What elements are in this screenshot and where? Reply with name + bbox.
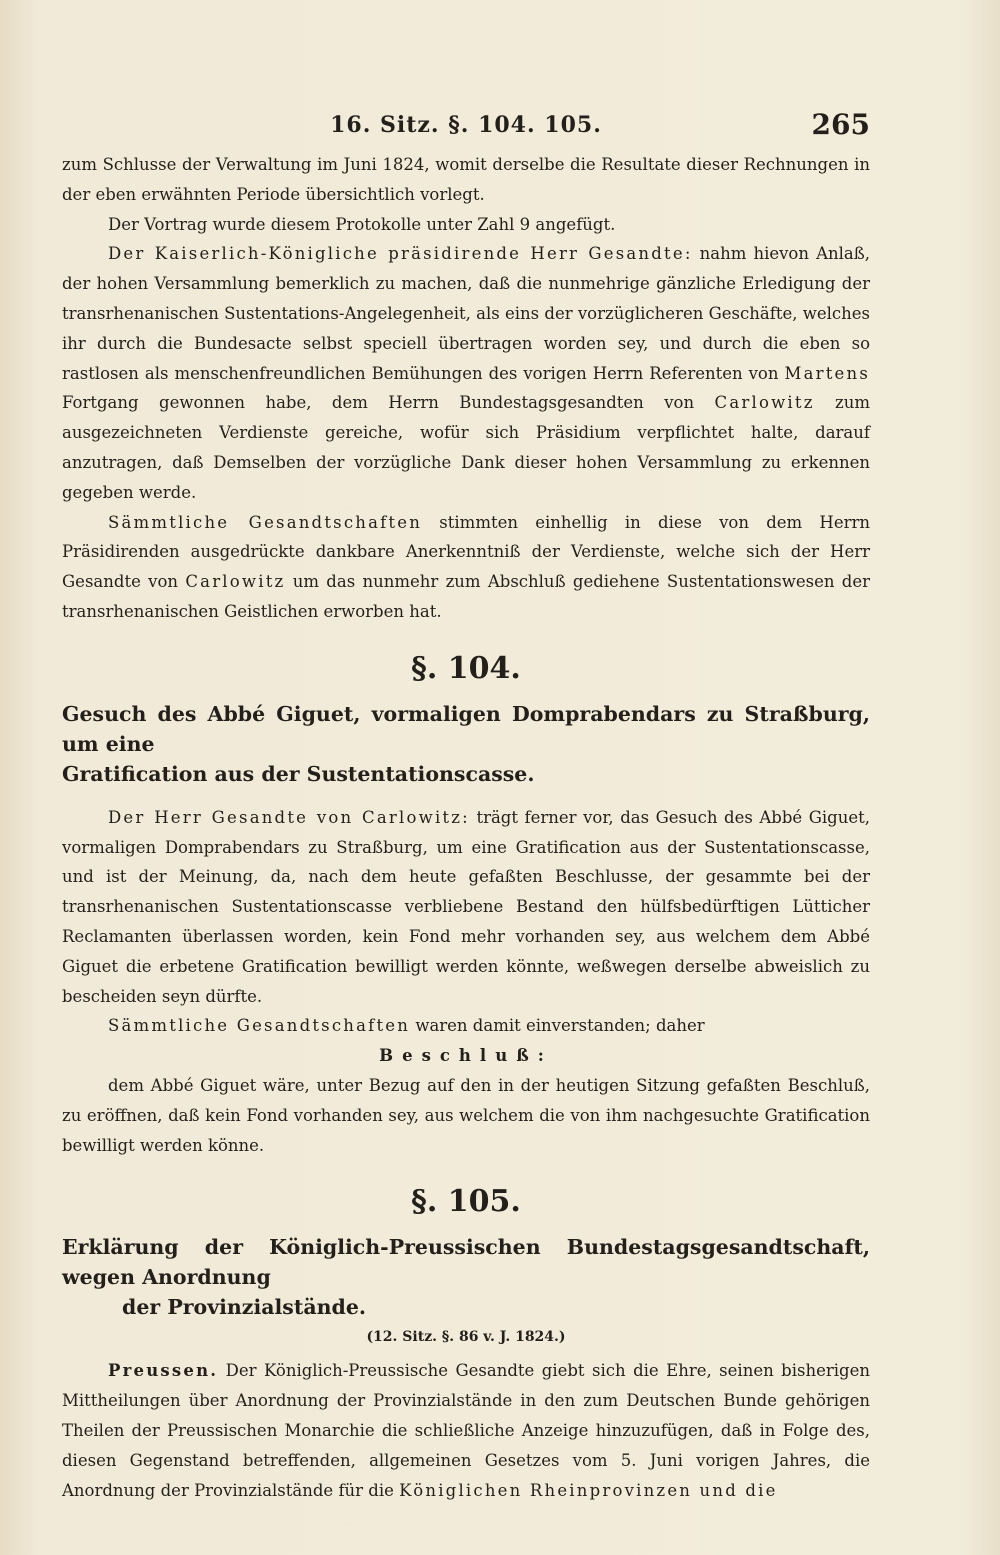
speaker-lead: Der Herr Gesandte von Carlowitz: bbox=[108, 807, 470, 827]
paragraph-text: um das nunmehr zum Abschluß gediehene Sustentationswesen der transrhenanischen Geistlichen erworben hat. bbox=[62, 572, 870, 621]
paragraph-praesidium bbox=[62, 239, 870, 507]
section-title-line: Gesuch des Abbé Giguet, vormaligen Domprabendars zu Straßburg, um eine bbox=[62, 701, 870, 756]
section-reference: (12. Sitz. §. 86 v. J. 1824.) bbox=[366, 1329, 566, 1346]
spaced-emphasis: Königlichen Rheinprovinzen und die bbox=[399, 1480, 778, 1500]
page-number: 265 bbox=[811, 108, 870, 141]
paragraph-vortrag bbox=[62, 210, 870, 240]
paragraph-text: Fortgang gewonnen habe, dem Herrn Bundestagsgesandten von bbox=[62, 393, 715, 413]
section-title-105 bbox=[62, 1232, 870, 1322]
section-title-line: Erklärung der Königlich-Preussischen Bundestagsgesandtschaft, wegen Anordnung bbox=[62, 1235, 870, 1290]
speaker-lead: Preussen. bbox=[108, 1361, 219, 1381]
page-body bbox=[62, 150, 870, 1505]
paragraph-giguet bbox=[62, 803, 870, 1012]
paragraph-text: trägt ferner vor, das Gesuch des Abbé Giguet, vormaligen Domprabendars zu Straßburg, um eine Gratification aus der Sustentationscasse, und ist der Meinung, da, nach dem heute gefaßten Beschlusse, der gesammte bei der transrhenanischen Sustentationscasse verbliebene Bestand den hülfsbedürftigen Lütticher Reclamanten überlassen worden, kein Fond mehr vorhanden sey, aus welchem dem Abbé Giguet die erbetene Gratification bewilligt werden könnte, weßwegen derselbe abweislich zu bescheiden seyn dürfte. bbox=[62, 807, 870, 1006]
beschluss-label: Beschluß: bbox=[379, 1046, 553, 1066]
section-title-line: der Provinzialstände. bbox=[122, 1295, 367, 1320]
paragraph-text: Der Vortrag wurde diesem Protokolle unter Zahl 9 angefügt. bbox=[108, 214, 616, 234]
person-name: Carlowitz bbox=[714, 393, 815, 413]
paragraph-text: dem Abbé Giguet wäre, unter Bezug auf den in der heutigen Sitzung gefaßten Beschluß, zu eröffnen, daß kein Fond vorhanden sey, aus welchem die von ihm nachgesuchte Gratification bewilligt werden könne. bbox=[62, 1075, 870, 1155]
paragraph-continuation bbox=[62, 150, 870, 210]
paragraph-text: zum ausgezeichneten Verdienste gereiche, wofür sich Präsidium verpflichtet halte, darauf anzutragen, daß Demselben der vorzügliche Dank dieser hohen Versammlung zu erkennen gegeben werde. bbox=[62, 393, 870, 502]
paragraph-text: stimmten einhellig in diese von dem Herrn Präsidirenden ausgedrückte dankbare Anerkenntniß der Verdienste, welche sich der Herr Gesandte von bbox=[62, 512, 870, 592]
person-name: Carlowitz bbox=[185, 572, 286, 592]
speaker-lead: Der Kaiserlich-Königliche präsidirende Herr Gesandte: bbox=[108, 244, 693, 264]
section-title-line: Gratification aus der Sustentationscasse. bbox=[62, 761, 535, 786]
running-head: 16. Sitz. §. 104. 105. bbox=[330, 112, 602, 138]
paragraph-preussen bbox=[62, 1356, 870, 1505]
section-title-104 bbox=[62, 699, 870, 789]
paragraph-einverstanden bbox=[62, 1011, 870, 1041]
section-number-104: §. 104. bbox=[411, 650, 521, 686]
person-name: Martens bbox=[784, 363, 870, 383]
speaker-lead: Sämmtliche Gesandtschaften bbox=[108, 512, 423, 532]
paragraph-gesandtschaften bbox=[62, 508, 870, 627]
paragraph-text: Der Königlich-Preussische Gesandte giebt sich die Ehre, seinen bisherigen Mittheilungen über Anordnung der Provinzialstände in den zum Deutschen Bunde gehörigen Theilen der Preussischen Monarchie die schließliche Anzeige hinzuzufügen, daß in Folge des, diesen Gegenstand betreffenden, allgemeinen Gesetzes vom 5. Juni vorigen Jahres, die Anordnung der Provinzialstände für die bbox=[62, 1361, 870, 1500]
paragraph-text: zum Schlusse der Verwaltung im Juni 1824, womit derselbe die Resultate dieser Rechnungen in der eben erwähnten Periode übersichtlich vorlegt. bbox=[62, 155, 870, 204]
speaker-lead: Sämmtliche Gesandtschaften bbox=[108, 1016, 411, 1036]
paragraph-text: waren damit einverstanden; daher bbox=[410, 1016, 705, 1036]
paragraph-beschluss bbox=[62, 1071, 870, 1160]
page-header bbox=[62, 108, 870, 146]
section-number-105: §. 105. bbox=[411, 1184, 521, 1220]
paragraph-text: nahm hievon Anlaß, der hohen Versammlung bemerklich zu machen, daß die nunmehrige gänzliche Erledigung der transrhenanischen Sustentations-Angelegenheit, als eins der vorzüglicheren Geschäfte, welches ihr durch die Bundesacte selbst speciell übertragen worden sey, und durch die eben so rastlosen als menschenfreundlichen Bemühungen des vorigen Herrn Referenten von bbox=[62, 244, 870, 383]
beschluss-heading bbox=[62, 1041, 870, 1071]
